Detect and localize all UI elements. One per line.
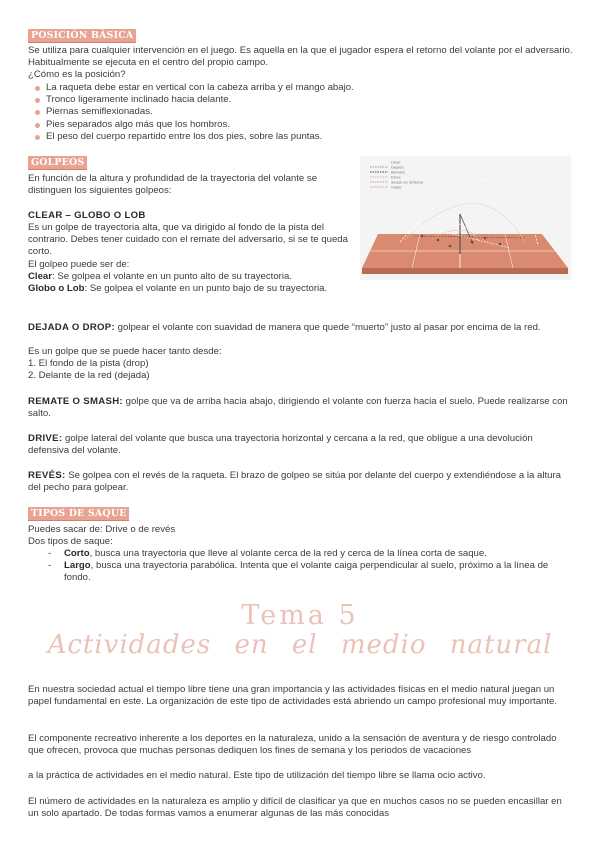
lob-label: Globo o Lob (28, 283, 85, 294)
clear-title: CLEAR – GLOBO O LOB (28, 210, 146, 221)
drop-can: Es un golpe que se puede hacer tanto desde: (28, 346, 222, 357)
golpeos-intro: En función de la altura y profundidad de la trayectoria del volante se distinguen los siguientes golpeos: (28, 173, 318, 197)
clear-paragraph: Es un golpe de trayectoria alta, que va dirigido al fondo de la pista del contrario. Debes tener cuidado con el remate del adversario, si se te queda corto. (28, 222, 348, 258)
drop-item-2: 2. Delante de la red (dejada) (28, 370, 150, 381)
clear-definition: Clear: Se golpea el volante en un punto alto de su trayectoria. (28, 271, 293, 282)
list-item: El peso del cuerpo repartido entre los dos pies, sobre las puntas. (28, 131, 354, 143)
list-item: La raqueta debe estar en vertical con la cabeza arriba y el mango abajo. (28, 82, 354, 94)
legend-dejada: Dejada (391, 165, 404, 170)
section-heading-posicion-basica: POSICIÓN BÁSICA (28, 29, 136, 42)
list-item: Tronco ligeramente inclinado hacia delante. (28, 94, 354, 106)
trajectory-diagram (360, 156, 571, 280)
legend-saque: Saque en defensa (391, 180, 424, 185)
tema-paragraph-2a: El componente recreativo inherente a los deportes en la naturaleza, unido a la sensación de aventura y de riesgo controlado que ofrecen, provoca que muchas personas dediquen los fines de semana y los periodos de vacaciones (28, 733, 557, 757)
drop-paragraph: DEJADA O DROP: golpear el volante con suavidad de manera que quede “muerto” justo al pasar por encima de la red. (28, 322, 541, 333)
drive-label: DRIVE: (28, 433, 63, 444)
legend-clear: Clear (391, 160, 401, 165)
legend-remate: Remate (391, 170, 405, 175)
drop-item-1: 1. El fondo de la pista (drop) (28, 358, 149, 369)
tema-title: Actividades en el medio natural (47, 630, 553, 660)
saque-p1: Puedes sacar de: Drive o de revés (28, 524, 176, 535)
posicion-paragraph: Se utiliza para cualquier intervención en el juego. Es aquella en la que el jugador espera el retorno del volante por el adversario. Habitualmente se ejecuta en el centro del propio campo. (28, 45, 573, 69)
clear-can: El golpeo puede ser de: (28, 259, 130, 270)
clear-label: Clear (28, 271, 52, 282)
lob-definition: Globo o Lob: Se golpea el volante en un punto bajo de su trayectoria. (28, 283, 328, 294)
smash-label: REMATE O SMASH: (28, 396, 123, 407)
reves-paragraph: REVÉS: Se golpea con el revés de la raqueta. El brazo de golpeo se sitúa por delante del cuerpo y extendiéndose a la altura del pecho para golpear. (28, 470, 562, 494)
list-item: Piernas semiflexionadas. (28, 106, 354, 118)
saque-p2: Dos tipos de saque: (28, 536, 113, 547)
legend-globo: Globo (391, 185, 402, 190)
tema-paragraph-3: El número de actividades en la naturaleza es amplio y difícil de clasificar ya que en muchos casos no se pueden encasillar en un solo apartado. De todas formas vamos a enumerar algunas de las más conocidas (28, 796, 562, 820)
legend-drive: Drive (391, 175, 401, 180)
drop-label: DEJADA O DROP: (28, 322, 115, 333)
saque-dash-list (28, 548, 568, 585)
corto-label: Corto (64, 548, 90, 559)
list-item: - Corto, busca una trayectoria que lleve al volante cerca de la red y cerca de la línea corta de saque. (28, 548, 568, 560)
section-heading-tipos-de-saque: TIPOS DE SAQUE (28, 507, 129, 520)
list-item: Pies separados algo más que los hombros. (28, 119, 354, 131)
tema-number-title: Tema 5 (241, 600, 359, 631)
largo-label: Largo (64, 560, 91, 572)
trajectory-figure (360, 156, 571, 280)
drive-paragraph: DRIVE: golpe lateral del volante que busca una trayectoria horizontal y cercana a la red, que obligue a una devolución defensiva del volante. (28, 433, 533, 457)
tema-paragraph-1: En nuestra sociedad actual el tiempo libre tiene una gran importancia y las actividades físicas en el medio natural juegan un papel fundamental en este. La organización de este tipo de actividades está abriendo un campo profesional muy importante. (28, 684, 558, 708)
section-heading-golpeos: GOLPEOS (28, 156, 87, 169)
tema-paragraph-2b: a la práctica de actividades en el medio natural. Este tipo de utilización del tiempo libre se llama ocio activo. (28, 770, 486, 781)
posicion-question: ¿Cómo es la posición? (28, 69, 126, 80)
smash-paragraph: REMATE O SMASH: golpe que va de arriba hacia abajo, dirigiendo el volante con fuerza hacia el suelo. Puede realizarse con salto. (28, 396, 568, 420)
reves-label: REVÉS: (28, 470, 66, 481)
list-item: - Largo, busca una trayectoria parabólica. Intenta que el volante caiga perpendicular al suelo, próximo a la línea de fondo. (28, 560, 568, 584)
posicion-bullet-list (28, 82, 354, 143)
